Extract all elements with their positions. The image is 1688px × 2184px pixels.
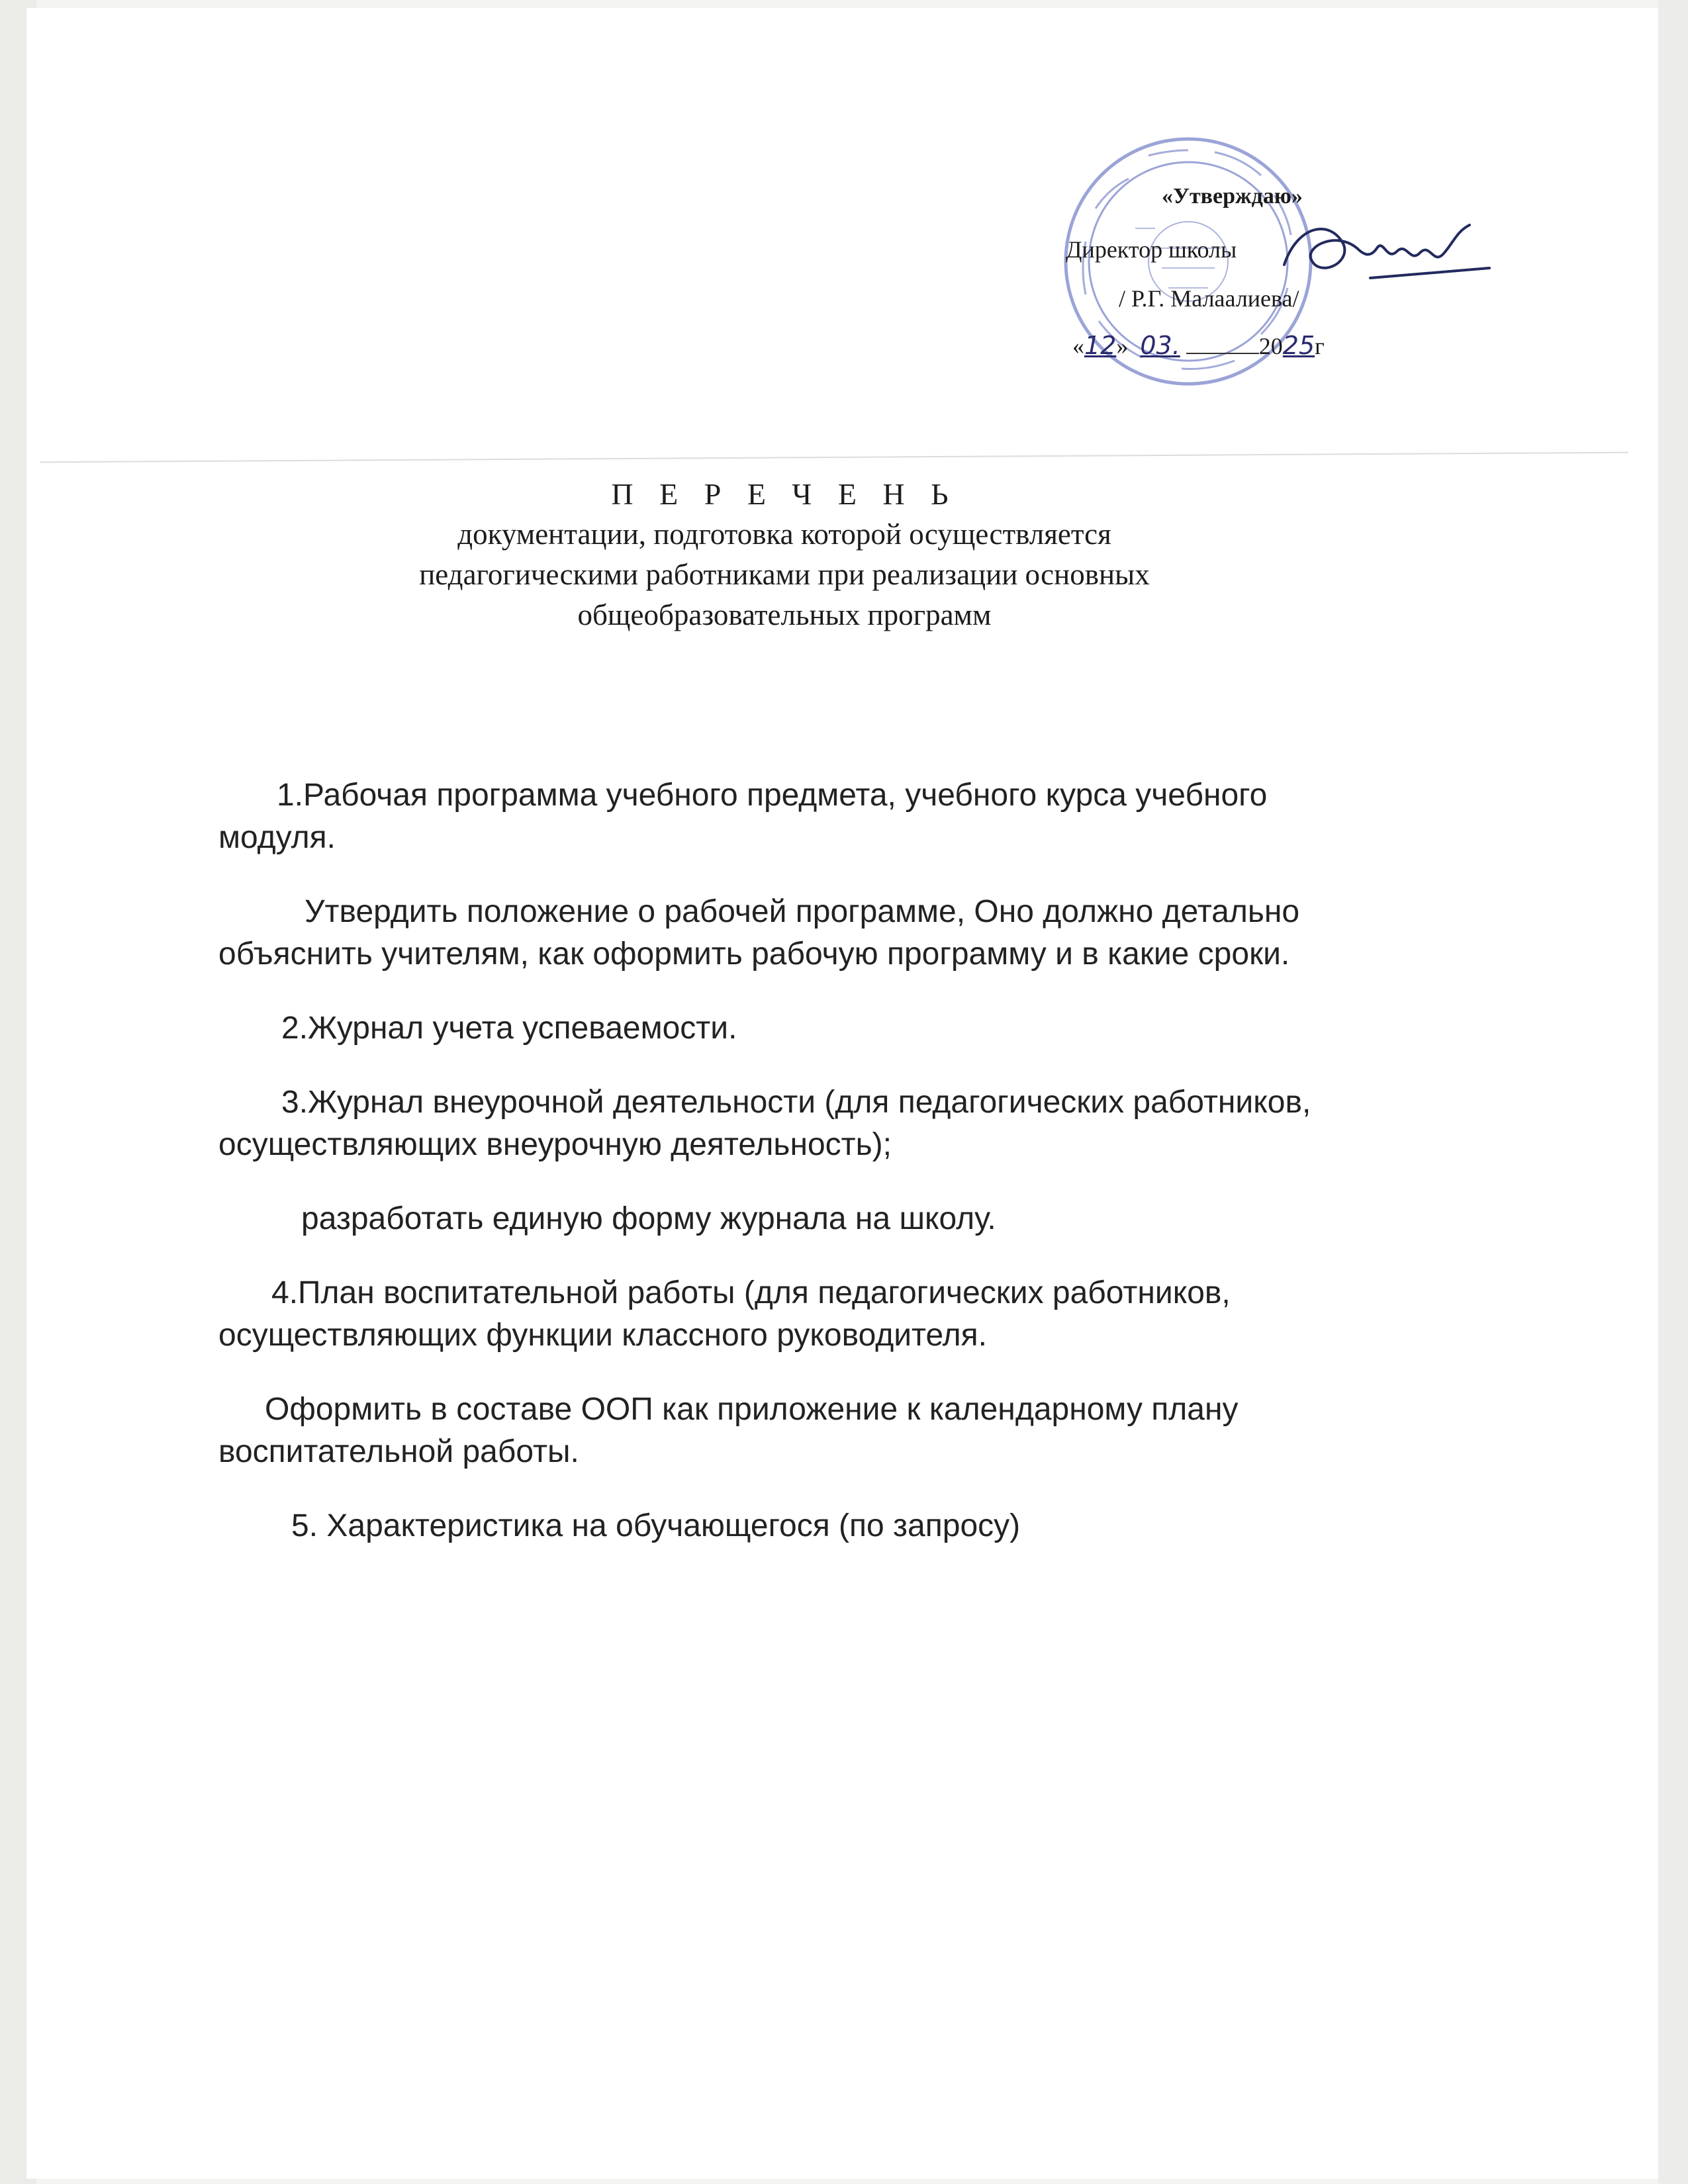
director-label: Директор школы [1066,236,1237,263]
approval-block [1046,179,1456,384]
subtitle-line-3: общеобразовательных программ [577,598,992,631]
date-year-suffix: 25 [1282,331,1315,360]
document-body [218,774,1344,1579]
list-item: 4.План воспитательной работы (для педагогических работников, осуществляющих функции классного руководителя. [218,1275,1231,1353]
document-heading [265,477,1304,635]
director-name: / Р.Г. Малаалиева/ [1119,285,1299,312]
document-title: П Е Р Е Ч Е Н Ь [611,477,958,511]
list-item: 5. Характеристика на обучающегося (по запросу) [291,1508,1021,1543]
approval-date [1072,331,1325,360]
document-subtitle [265,514,1304,635]
date-year-prefix: 20 [1258,333,1283,359]
list-item-note: Утвердить положение о рабочей программе, Оно должно детально объяснить учителям, как оформить рабочую программу и в какие сроки. [218,894,1300,972]
subtitle-line-1: документации, подготовка которой осуществляется [457,518,1111,551]
date-day: 12 [1084,331,1117,360]
list-item-note: разработать единую форму журнала на школу. [301,1201,996,1236]
list-item: 3.Журнал внеурочной деятельности (для педагогических работников, осуществляющих внеурочную деятельность); [218,1085,1311,1162]
list-item: 1.Рабочая программа учебного предмета, учебного курса учебного модуля. [218,778,1268,855]
date-close-quote: » [1116,333,1129,359]
subtitle-line-2: педагогическими работниками при реализации основных [419,558,1150,591]
list-item-note: Оформить в составе ООП как приложение к календарному плану воспитательной работы. [218,1392,1239,1469]
date-open-quote: « [1072,333,1084,359]
scan-right-edge [1658,0,1688,2184]
date-blank [1186,353,1259,354]
approval-title: «Утверждаю» [1162,184,1303,208]
date-year-unit: г [1315,333,1325,359]
date-month: 03. [1140,331,1180,360]
list-item: 2.Журнал учета успеваемости. [281,1011,737,1046]
